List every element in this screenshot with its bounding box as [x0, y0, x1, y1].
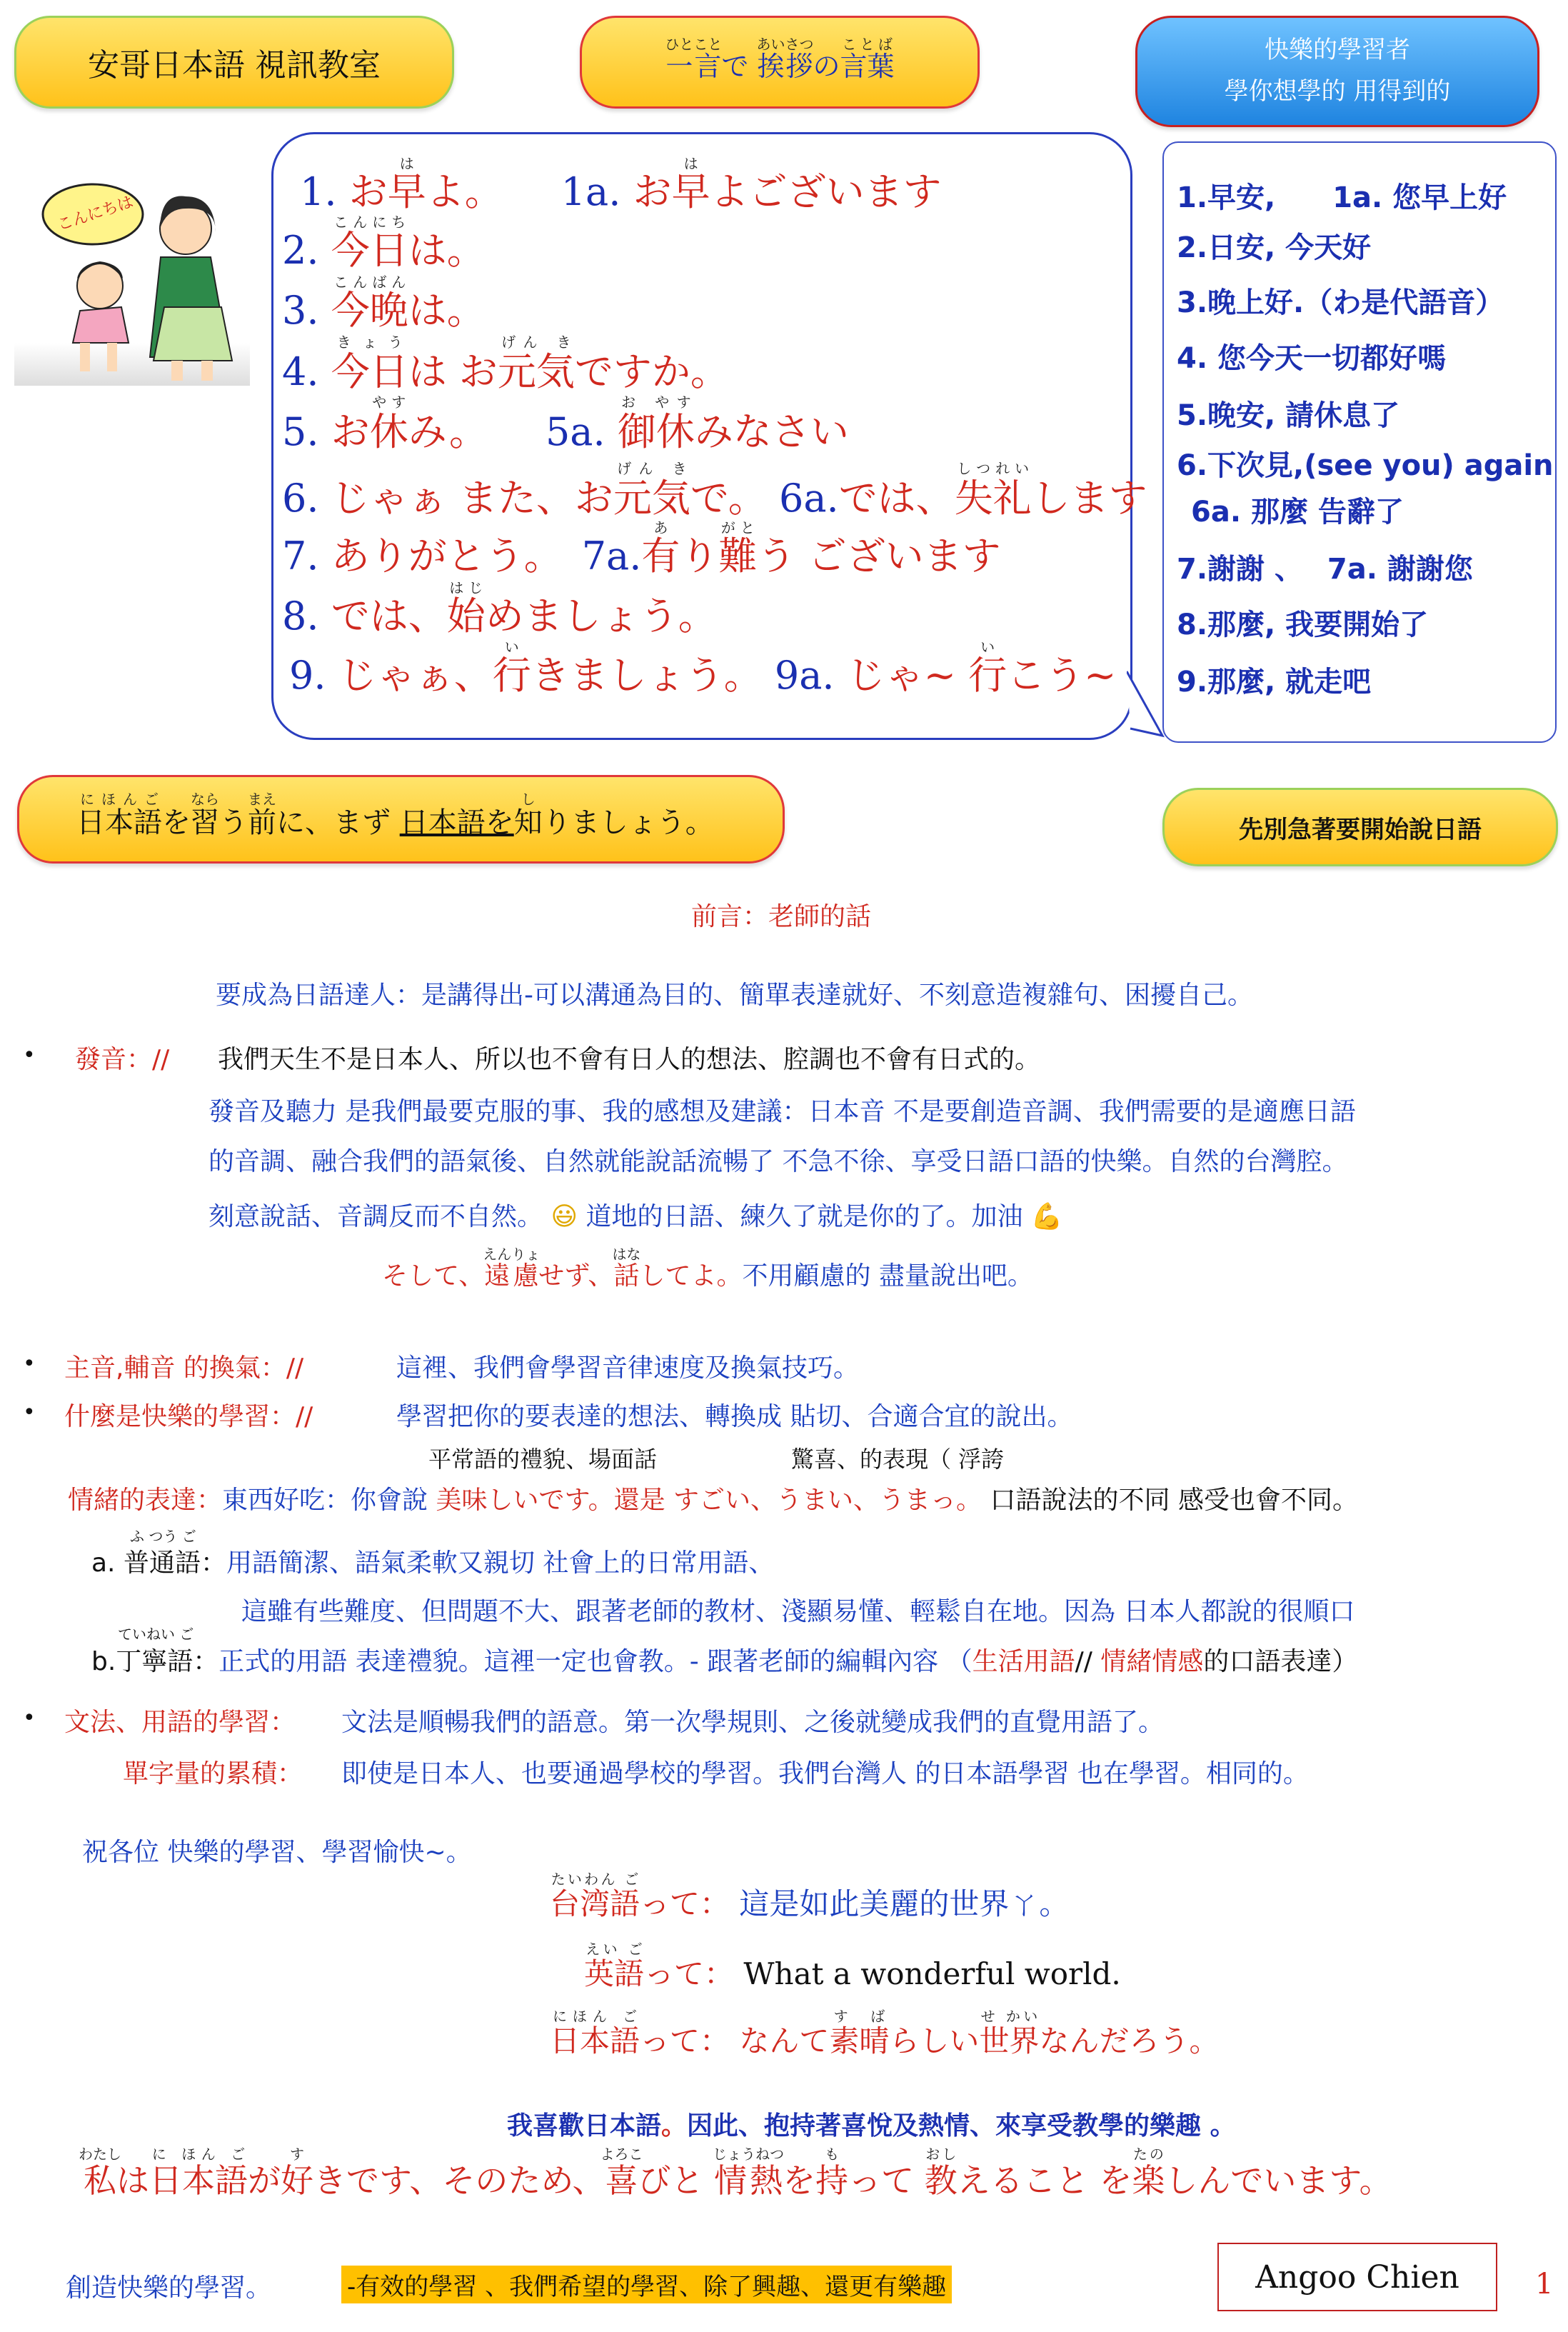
- muscle-emoji-icon: 💪: [1030, 1202, 1063, 1231]
- author-box: [1217, 2243, 1497, 2311]
- author-name: Angoo Chien: [1255, 2258, 1459, 2296]
- translation-4: 4. 您今天一切都好嗎: [1177, 342, 1446, 375]
- smile-emoji-icon: 😃: [551, 1202, 578, 1231]
- emotion-line: [68, 1480, 1358, 1516]
- taiwanese-line: 台湾語たいわん ごって： 這是如此美麗的世界ㄚ。: [550, 1871, 1070, 1921]
- vocab-label: 單字量的累積：: [123, 1759, 303, 1788]
- phrase-9: 9. じゃぁ、行いきましょう。 9a. じゃ~ 行いこう~: [289, 639, 1117, 698]
- dont-rush-pill: [1162, 788, 1558, 866]
- pron-line4b: 道地的日語、練久了就是你的了。加油: [586, 1202, 1023, 1231]
- pron-line5-zh: 不用顧慮的 盡量說出吧。: [742, 1261, 1033, 1291]
- intro-pill: [17, 775, 785, 864]
- translation-2: 2.日安, 今天好: [1177, 231, 1372, 264]
- happy-learning-label: 什麼是快樂的學習：//: [64, 1402, 313, 1431]
- intro-text: 要成為日語達人：是講得出-可以溝通為目的、簡單表達就好、不刻意造複雜句、困擾自己。: [216, 981, 1253, 1010]
- teinei-red-2: 情緒情感: [1100, 1647, 1204, 1676]
- mother-child-icon: [14, 164, 250, 386]
- translation-7: 7.謝謝 、 7a. 謝謝您: [1177, 553, 1473, 586]
- rt-2: あいさつ: [756, 35, 814, 53]
- translation-1: 1.早安, 1a. 您早上好: [1177, 181, 1507, 214]
- motto-line-2: 學你想學的 用得到的: [1224, 77, 1451, 106]
- footer-highlight: -有效的學習 、我們希望的學習、除了興趣、還更有樂趣: [341, 2266, 952, 2303]
- bullet-2: •: [23, 1351, 36, 1376]
- english-text: What a wonderful world.: [743, 1956, 1121, 1991]
- phrase-1: 1. お早はよ。 1a. お早はよございます: [300, 155, 942, 214]
- english-line: 英語えい ごって： What a wonderful world.: [584, 1941, 1121, 1991]
- bullet-4: •: [23, 1706, 36, 1731]
- teinei-red-1: 生活用語: [972, 1647, 1075, 1676]
- pronunciation-line-4: [208, 1196, 1063, 1233]
- futsuu-text: 用語簡潔、語氣柔軟又親切 社會上的日常用語、: [226, 1548, 775, 1578]
- happy-learning-text: 學習把你的要表達的想法、轉換成 貼切、合適合宜的說出。: [396, 1402, 1073, 1431]
- breathing-label: 主音,輔音 的換氣：//: [64, 1353, 304, 1383]
- futsuu-label: a. 普通語：: [91, 1548, 226, 1578]
- emotion-jp: 美味しいです。還是 すごい、うまい、うまっ。: [436, 1486, 982, 1515]
- phrase-4: 4. 今日きょうは お元気げん きですか。: [282, 334, 729, 394]
- teinei-label: b.丁寧語：: [91, 1647, 219, 1676]
- phrase-2: 2. 今日こんにちは。: [282, 214, 486, 273]
- love-1: 我喜歡日本語: [507, 2111, 662, 2141]
- bullet-3: •: [23, 1400, 36, 1425]
- pronunciation-line-3: 的音調、融合我們的語氣後、自然就能說話流暢了 不急不徐、享受日語口語的快樂。自然的台灣腔。: [208, 1147, 1348, 1176]
- grammar-text: 文法是順暢我們的語意。第一次學規則、之後就變成我們的直覺用語了。: [341, 1708, 1165, 1737]
- love-line: [507, 2106, 1236, 2142]
- greeting-illustration: [14, 164, 250, 386]
- speech-bubble-text: こんにちは: [55, 193, 136, 235]
- teinei-ruby: ていねい ご: [118, 1626, 194, 1643]
- translation-6a: 6a. 那麼 告辭了: [1191, 496, 1404, 529]
- emotion-text-1: 東西好吃：你會說: [222, 1486, 428, 1515]
- futsuu-ruby: ふ つう ご: [130, 1528, 196, 1545]
- grammar-label: 文法、用語的學習：: [64, 1708, 296, 1737]
- phrase-3: 3. 今晩こんばんは。: [282, 274, 486, 333]
- teinei-text: 正式的用語 表達禮貌。這裡一定也會教。- 跟著老師的編輯內容 （: [218, 1647, 973, 1676]
- emotion-label: 情緒的表達：: [68, 1486, 223, 1515]
- emotion-text-2: 口語說法的不同 感受也會不同。: [990, 1486, 1358, 1515]
- dont-rush-text: 先別急著要開始說日語: [1239, 815, 1482, 844]
- motto-pill: [1135, 16, 1539, 127]
- vocab-text: 即使是日本人、也要通過學校的學習。我們台灣人 的日本語學習 也在學習。相同的。: [341, 1759, 1309, 1788]
- translation-6: 6.下次見,(see you) again: [1177, 449, 1554, 482]
- phrase-6: 6. じゃぁ また、お元気げん きで。 6a.では、失礼しつれいします: [282, 460, 1147, 521]
- love-red: 。: [661, 2111, 688, 2141]
- wish-text: 祝各位 快樂的學習、學習愉快~。: [82, 1838, 472, 1867]
- teinei-mid: //: [1075, 1647, 1101, 1676]
- taiwanese-text: 這是如此美麗的世界ㄚ。: [739, 1886, 1070, 1921]
- final-jp-line: 私わたしは日本語に ほん ごが好すきです、そのため、喜よろこびと 情熱じょうねつを持もって 教おしえること を楽たのしんでいます。: [79, 2146, 1392, 2200]
- breathing-text: 這裡、我們會學習音律速度及換氣技巧。: [396, 1353, 860, 1383]
- phrase-7: 7. ありがとう。 7a.有あり難がとう ございます: [282, 519, 1001, 579]
- pronunciation-line-2: 發音及聽力 是我們最要克服的事、我的感想及建議：日本音 不是要創造音調、我們需要的是適應日語: [208, 1097, 1356, 1126]
- greeting-title: 一言ひとことで 挨拶あいさつの言葉ことば: [665, 35, 895, 82]
- pronunciation-text: 我們天生不是日本人、所以也不會有日人的想法、腔調也不會有日式的。: [218, 1045, 1041, 1074]
- translation-9: 9.那麼, 就走吧: [1177, 666, 1372, 699]
- phrase-8: 8. では、始はじめましょう。: [282, 579, 717, 639]
- teinei-line: [91, 1641, 1357, 1678]
- translation-8: 8.那麼, 我要開始了: [1177, 609, 1429, 641]
- rt-3: ことば: [840, 35, 895, 53]
- phrase-5: 5. お休やすみ。 5a. 御休お やすみなさい: [282, 394, 849, 454]
- pron-line4a: 刻意說話、音調反而不自然。: [208, 1202, 543, 1231]
- page-number: 1: [1535, 2268, 1554, 2301]
- pronunciation-line-5: そして、遠慮えんりょせず、話はなしてよ。不用顧慮的 盡量說出吧。: [382, 1246, 1033, 1291]
- translation-5: 5.晚安, 請休息了: [1177, 399, 1400, 432]
- greeting-title-pill: [580, 16, 980, 109]
- surprise-sub: 驚喜、的表現（ 浮誇: [791, 1446, 1005, 1473]
- teinei-end: 的口語表達）: [1203, 1647, 1358, 1676]
- rt-1: ひとこと: [665, 35, 723, 53]
- polite-sub: 平常語的禮貌、場面話: [428, 1446, 658, 1473]
- futsuu-line-2: 這雖有些難度、但問題不大、跟著老師的教材、淺顯易懂、輕鬆自在地。因為 日本人都說的很順口: [241, 1597, 1355, 1626]
- preface-title: 前言：老師的話: [691, 902, 872, 931]
- love-2: 因此、抱持著喜悅及熱情、來享受教學的樂趣 。: [687, 2111, 1236, 2141]
- futsuu-line: [91, 1543, 774, 1579]
- translation-3: 3.晚上好.（わ是代語音）: [1177, 286, 1504, 319]
- bullet-1: •: [23, 1043, 36, 1068]
- classroom-title: 安哥日本語 視訊教室: [88, 47, 381, 84]
- japanese-line: 日本語にほん ごって： なんて素晴す ばらしい世界せ かいなんだろう。: [550, 2008, 1220, 2058]
- pronunciation-label: 發音：//: [75, 1045, 170, 1074]
- footer-left: 創造快樂的學習。: [66, 2273, 272, 2303]
- intro-pill-text: 日本語にほんごを習ならう前まえに、まず 日本語を知しりましょう。: [76, 791, 714, 839]
- classroom-title-pill: [14, 16, 454, 109]
- motto-line-1: 快樂的學習者: [1265, 36, 1410, 65]
